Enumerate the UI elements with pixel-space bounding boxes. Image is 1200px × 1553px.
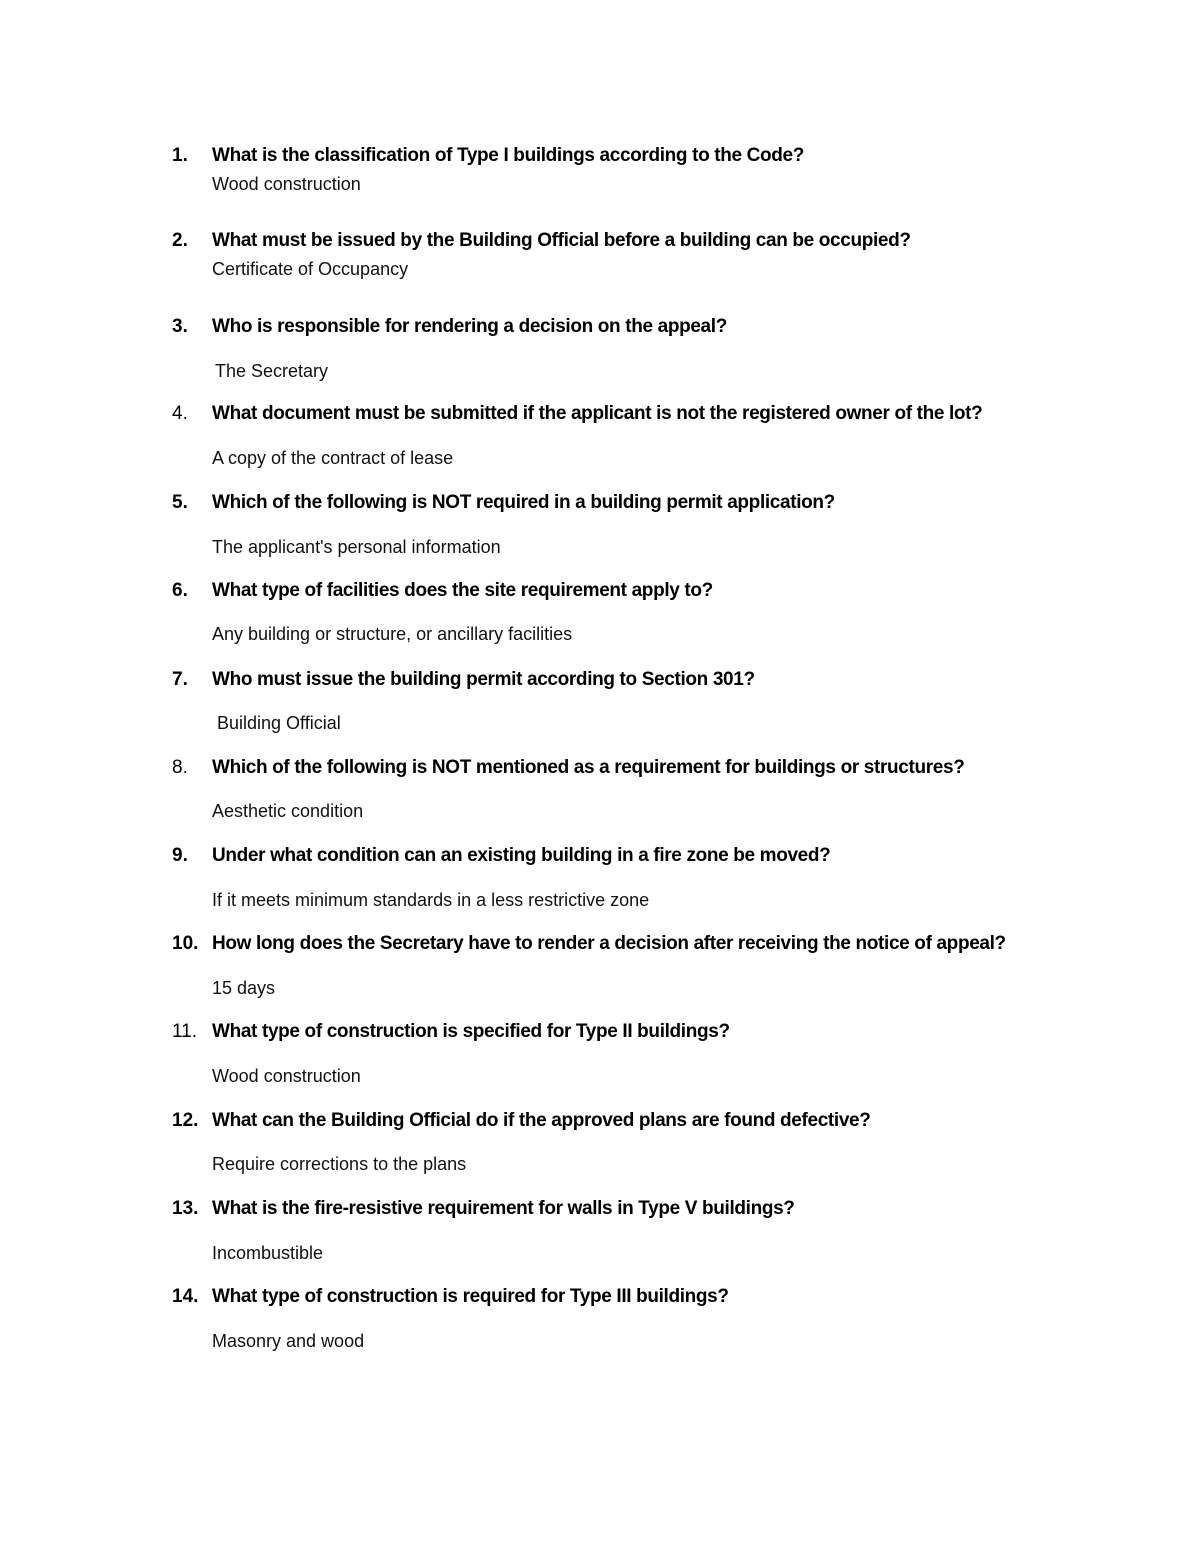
question-number: 8.	[172, 757, 188, 778]
question-text: What must be issued by the Building Official before a building can be occupied?	[212, 230, 911, 251]
question-text: What type of construction is specified for Type II buildings?	[212, 1021, 730, 1042]
question-text: Who is responsible for rendering a decision on the appeal?	[212, 316, 727, 337]
answer-text: The applicant's personal information	[212, 537, 501, 557]
question-text: Which of the following is NOT mentioned as a requirement for buildings or structures?	[212, 757, 965, 778]
question-number: 7.	[172, 669, 188, 690]
answer-text: The Secretary	[215, 361, 329, 381]
question-text: Under what condition can an existing building in a fire zone be moved?	[212, 845, 831, 866]
question-text: How long does the Secretary have to render a decision after receiving the notice of appeal?	[212, 933, 1006, 954]
answer-text: If it meets minimum standards in a less restrictive zone	[212, 890, 650, 910]
answer-text: 15 days	[212, 978, 276, 998]
answer-text: Any building or structure, or ancillary facilities	[212, 624, 573, 644]
answer-text: Incombustible	[212, 1243, 324, 1263]
question-number: 2.	[172, 230, 188, 251]
question-number: 14.	[172, 1286, 199, 1307]
question-number: 5.	[172, 492, 188, 513]
question-text: What is the classification of Type I buildings according to the Code?	[212, 145, 804, 166]
question-number: 1.	[172, 145, 188, 166]
answer-text: Wood construction	[212, 174, 361, 194]
question-text: What type of construction is required for Type III buildings?	[212, 1286, 729, 1307]
question-text: What is the fire-resistive requirement for walls in Type V buildings?	[212, 1198, 795, 1219]
answer-text: A copy of the contract of lease	[212, 448, 454, 468]
answer-text: Wood construction	[212, 1066, 361, 1086]
question-number: 12.	[172, 1110, 199, 1131]
question-text: What can the Building Official do if the approved plans are found defective?	[212, 1110, 871, 1131]
question-text: Who must issue the building permit according to Section 301?	[212, 669, 755, 690]
question-number: 4.	[172, 403, 188, 424]
question-text: What type of facilities does the site requirement apply to?	[212, 580, 713, 601]
answer-text: Require corrections to the plans	[212, 1154, 467, 1174]
question-text: What document must be submitted if the applicant is not the registered owner of the lot?	[212, 403, 983, 424]
question-number: 13.	[172, 1198, 199, 1219]
answer-text: Masonry and wood	[212, 1331, 365, 1351]
question-number: 9.	[172, 845, 188, 866]
question-number: 11.	[172, 1021, 198, 1042]
answer-text: Aesthetic condition	[212, 801, 364, 821]
question-number: 3.	[172, 316, 188, 337]
question-text: Which of the following is NOT required in a building permit application?	[212, 492, 835, 513]
answer-text: Certificate of Occupancy	[212, 259, 409, 279]
question-number: 10.	[172, 933, 199, 954]
question-number: 6.	[172, 580, 188, 601]
answer-text: Building Official	[217, 713, 341, 733]
